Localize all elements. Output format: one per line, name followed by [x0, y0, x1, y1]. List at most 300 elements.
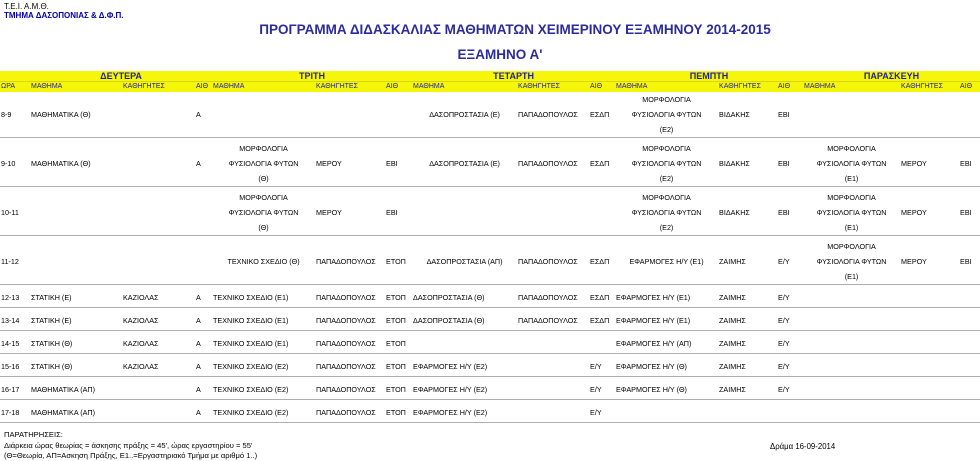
- schedule-row: [0, 123, 980, 138]
- schedule-cell: ΦΥΣΙΟΛΟΓΙΑ ΦΥΤΩΝ: [631, 208, 702, 218]
- schedule-cell: [315, 171, 385, 186]
- schedule-cell: [385, 239, 412, 254]
- schedule-cell: [589, 92, 615, 107]
- schedule-cell: ΕΒΙ: [778, 159, 790, 169]
- schedule-cell: ΕΒΙ: [778, 208, 790, 218]
- schedule-cell: [777, 220, 803, 235]
- schedule-cell: Α: [196, 361, 201, 371]
- department-label: ΤΜΗΜΑ ΔΑΣΟΠΟΝΙΑΣ & Δ.Φ.Π.: [4, 11, 124, 20]
- schedule-cell: ΕΒΙ: [960, 257, 972, 267]
- schedule-cell: ΜΑΘΗΜΑΤΙΚΑ (ΑΠ): [31, 407, 96, 417]
- schedule-row: [0, 254, 980, 269]
- schedule-row: [0, 239, 980, 254]
- schedule-cell: ΤΕΧΝΙΚΟ ΣΧΕΔΙΟ (Θ): [227, 257, 300, 267]
- schedule-cell: ΕΒΙ: [960, 208, 972, 218]
- schedule-cell: [195, 190, 212, 205]
- schedule-row: [0, 190, 980, 205]
- schedule-row: [0, 141, 980, 156]
- schedule-cell: [803, 123, 900, 138]
- day-header: ΠΕΜΠΤΗ: [615, 71, 803, 82]
- schedule-cell: [412, 141, 517, 156]
- schedule-cell: Α: [196, 315, 201, 325]
- schedule-cell: [385, 220, 412, 235]
- schedule-cell: ΤΕΧΝΙΚΟ ΣΧΕΔΙΟ (Ε1): [213, 292, 289, 302]
- schedule-cell: ΠΑΠΑΔΟΠΟΥΛΟΣ: [316, 315, 376, 325]
- schedule-cell: [777, 171, 803, 186]
- hour-cell: 17-18: [1, 407, 20, 417]
- schedule-cell: ΕΤΟΠ: [386, 384, 406, 394]
- schedule-cell: [959, 220, 980, 235]
- schedule-row: [0, 171, 980, 186]
- schedule-cell: Α: [196, 292, 201, 302]
- schedule-cell: [803, 311, 900, 331]
- schedule-cell: [589, 239, 615, 254]
- schedule-cell: ΕΦΑΡΜΟΓΕΣ Η/Υ (Ε2): [413, 407, 488, 417]
- schedule-cell: Ε/Υ: [778, 257, 790, 267]
- hour-cell: 16-17: [1, 384, 20, 394]
- schedule-cell: [900, 190, 959, 205]
- schedule-cell: ΜΕΡΟΥ: [901, 257, 927, 267]
- schedule-cell: (Θ): [258, 174, 269, 184]
- schedule-cell: ΜΟΡΦΟΛΟΓΙΑ: [827, 241, 876, 251]
- schedule-cell: Ε/Υ: [778, 292, 790, 302]
- schedule-cell: [195, 141, 212, 156]
- schedule-cell: [195, 254, 212, 269]
- schedule-cell: ΜΟΡΦΟΛΟΓΙΑ: [827, 192, 876, 202]
- schedule-cell: ΠΑΠΑΔΟΠΟΥΛΟΣ: [316, 257, 376, 267]
- schedule-cell: [122, 254, 195, 269]
- schedule-cell: [122, 239, 195, 254]
- schedule-row: [0, 403, 980, 423]
- schedule-cell: [122, 92, 195, 107]
- schedule-cell: ΠΑΠΑΔΟΠΟΥΛΟΣ: [316, 292, 376, 302]
- schedule-cell: [959, 239, 980, 254]
- schedule-cell: [589, 190, 615, 205]
- schedule-row: [0, 269, 980, 284]
- schedule-cell: [900, 334, 959, 354]
- schedule-cell: ΦΥΣΙΟΛΟΓΙΑ ΦΥΤΩΝ: [816, 208, 887, 218]
- schedule-cell: [517, 269, 589, 284]
- day-header: ΠΑΡΑΣΚΕΥΗ: [803, 71, 980, 82]
- schedule-cell: ΕΒΙ: [778, 110, 790, 120]
- col-course: ΜΑΘΗΜΑ: [30, 82, 122, 93]
- schedule-cell: Α: [196, 338, 201, 348]
- schedule-cell: ΚΑΖΙΟΛΑΣ: [123, 338, 159, 348]
- separator-line: [0, 423, 980, 426]
- schedule-cell: [122, 141, 195, 156]
- schedule-row: [0, 311, 980, 331]
- schedule-cell: [30, 141, 122, 156]
- schedule-cell: ΤΕΧΝΙΚΟ ΣΧΕΔΙΟ (Ε1): [213, 338, 289, 348]
- schedule-cell: ΤΕΧΝΙΚΟ ΣΧΕΔΙΟ (Ε2): [213, 384, 289, 394]
- schedule-cell: [315, 141, 385, 156]
- schedule-cell: [589, 171, 615, 186]
- col-teachers: ΚΑΘΗΓΗΤΕΣ: [122, 82, 195, 93]
- schedule-cell: [385, 107, 412, 122]
- schedule-cell: ΒΙΔΑΚΗΣ: [719, 159, 750, 169]
- schedule-cell: ΠΑΠΑΔΟΠΟΥΛΟΣ: [518, 257, 578, 267]
- schedule-cell: ΕΣΔΠ: [590, 159, 610, 169]
- schedule-row: [0, 107, 980, 122]
- schedule-cell: [122, 156, 195, 171]
- schedule-cell: [615, 269, 718, 284]
- hour-cell: 14-15: [1, 338, 20, 348]
- schedule-cell: [412, 171, 517, 186]
- schedule-cell: [122, 380, 195, 400]
- schedule-cell: [959, 380, 980, 400]
- schedule-cell: [412, 205, 517, 220]
- schedule-cell: [412, 92, 517, 107]
- schedule-cell: [122, 190, 195, 205]
- col-teachers: ΚΑΘΗΓΗΤΕΣ: [315, 82, 385, 93]
- schedule-cell: [900, 220, 959, 235]
- schedule-cell: [315, 107, 385, 122]
- schedule-cell: [777, 403, 803, 423]
- schedule-row: [0, 288, 980, 308]
- schedule-cell: ΕΦΑΡΜΟΓΕΣ Η/Υ (Θ): [616, 384, 687, 394]
- schedule-cell: ΕΣΔΠ: [590, 292, 610, 302]
- schedule-table: [0, 71, 980, 426]
- day-header-blank: [0, 71, 30, 82]
- schedule-cell: ΜΑΘΗΜΑΤΙΚΑ (Θ): [31, 110, 91, 120]
- schedule-cell: Ε/Υ: [778, 315, 790, 325]
- schedule-cell: ΜΕΡΟΥ: [901, 159, 927, 169]
- schedule-cell: [30, 92, 122, 107]
- schedule-cell: ΕΒΙ: [386, 208, 398, 218]
- schedule-cell: ΜΟΡΦΟΛΟΓΙΑ: [642, 144, 691, 154]
- schedule-cell: ΕΤΟΠ: [386, 257, 406, 267]
- schedule-cell: ΖΑΙΜΗΣ: [719, 338, 746, 348]
- schedule-cell: ΕΦΑΡΜΟΓΕΣ Η/Υ (Ε1): [616, 315, 691, 325]
- schedule-cell: ΦΥΣΙΟΛΟΓΙΑ ΦΥΤΩΝ: [816, 257, 887, 267]
- schedule-cell: [803, 357, 900, 377]
- schedule-cell: [777, 190, 803, 205]
- col-room: ΑΙΘ: [959, 82, 980, 93]
- schedule-cell: ΜΑΘΗΜΑΤΙΚΑ (Θ): [31, 159, 91, 169]
- schedule-cell: Α: [196, 407, 201, 417]
- schedule-cell: (Ε1): [844, 272, 859, 282]
- schedule-cell: [900, 239, 959, 254]
- schedule-cell: Ε/Υ: [778, 338, 790, 348]
- schedule-cell: [30, 123, 122, 138]
- schedule-cell: ΔΑΣΟΠΡΟΣΤΑΣΙΑ (Ε): [429, 110, 500, 120]
- schedule-cell: [195, 239, 212, 254]
- col-hour: ΩΡΑ: [0, 82, 30, 93]
- schedule-cell: ΔΑΣΟΠΡΟΣΤΑΣΙΑ (ΑΠ): [426, 257, 503, 267]
- schedule-cell: [315, 92, 385, 107]
- document-date: Δράμα 16-09-2014: [770, 442, 836, 451]
- schedule-cell: [412, 239, 517, 254]
- schedule-cell: Ε/Υ: [590, 384, 602, 394]
- schedule-cell: [718, 171, 777, 186]
- schedule-cell: ΕΤΟΠ: [386, 292, 406, 302]
- schedule-cell: ΦΥΣΙΟΛΟΓΙΑ ΦΥΤΩΝ: [631, 110, 702, 120]
- schedule-cell: [315, 269, 385, 284]
- schedule-cell: ΠΑΠΑΔΟΠΟΥΛΟΣ: [518, 292, 578, 302]
- schedule-cell: [517, 220, 589, 235]
- schedule-cell: [122, 269, 195, 284]
- schedule-cell: [959, 269, 980, 284]
- schedule-cell: [589, 205, 615, 220]
- schedule-cell: ΦΥΣΙΟΛΟΓΙΑ ΦΥΤΩΝ: [228, 159, 299, 169]
- hour-cell: 8-9: [1, 110, 12, 120]
- day-header: ΤΡΙΤΗ: [212, 71, 412, 82]
- schedule-cell: [517, 123, 589, 138]
- schedule-row: [0, 205, 980, 220]
- schedule-cell: [589, 334, 615, 354]
- notes-line-2: (Θ=Θεωρία, ΑΠ=Ασκηση Πράξης, Ε1..=Εργαστηριακό Τμήμα με αριθμό 1..): [4, 451, 258, 460]
- schedule-cell: ΕΦΑΡΜΟΓΕΣ Η/Υ (Θ): [616, 361, 687, 371]
- schedule-cell: ΕΤΟΠ: [386, 338, 406, 348]
- schedule-cell: ΠΑΠΑΔΟΠΟΥΛΟΣ: [316, 384, 376, 394]
- col-course: ΜΑΘΗΜΑ: [615, 82, 718, 93]
- schedule-cell: [212, 239, 315, 254]
- schedule-cell: ΖΑΙΜΗΣ: [719, 292, 746, 302]
- schedule-cell: [718, 123, 777, 138]
- schedule-cell: [900, 171, 959, 186]
- schedule-cell: [315, 190, 385, 205]
- schedule-cell: [900, 141, 959, 156]
- schedule-cell: [589, 220, 615, 235]
- schedule-cell: ΖΑΙΜΗΣ: [719, 315, 746, 325]
- schedule-cell: [718, 239, 777, 254]
- schedule-cell: [517, 171, 589, 186]
- schedule-cell: [900, 288, 959, 308]
- schedule-cell: ΖΑΙΜΗΣ: [719, 257, 746, 267]
- column-header-row: [0, 82, 980, 93]
- schedule-cell: [589, 141, 615, 156]
- schedule-cell: [212, 107, 315, 122]
- schedule-cell: ΔΑΣΟΠΡΟΣΤΑΣΙΑ (Ε): [429, 159, 500, 169]
- schedule-cell: ΤΕΧΝΙΚΟ ΣΧΕΔΙΟ (Ε2): [213, 407, 289, 417]
- schedule-cell: [30, 205, 122, 220]
- schedule-cell: [195, 123, 212, 138]
- schedule-cell: [385, 92, 412, 107]
- schedule-cell: [959, 107, 980, 122]
- schedule-row: [0, 220, 980, 235]
- schedule-cell: [900, 269, 959, 284]
- schedule-cell: [195, 269, 212, 284]
- schedule-cell: [517, 190, 589, 205]
- schedule-cell: [385, 190, 412, 205]
- schedule-cell: [30, 269, 122, 284]
- schedule-cell: [959, 334, 980, 354]
- schedule-cell: [959, 288, 980, 308]
- schedule-cell: [122, 403, 195, 423]
- schedule-cell: [122, 107, 195, 122]
- schedule-cell: [777, 92, 803, 107]
- schedule-cell: [517, 357, 589, 377]
- col-teachers: ΚΑΘΗΓΗΤΕΣ: [517, 82, 589, 93]
- schedule-cell: [803, 380, 900, 400]
- schedule-cell: (Ε2): [659, 174, 674, 184]
- schedule-cell: [412, 190, 517, 205]
- schedule-cell: [777, 269, 803, 284]
- schedule-cell: ΕΒΙ: [386, 159, 398, 169]
- schedule-cell: ΚΑΖΙΟΛΑΣ: [123, 315, 159, 325]
- schedule-cell: [959, 190, 980, 205]
- day-header-row: [0, 71, 980, 82]
- schedule-cell: [195, 220, 212, 235]
- schedule-cell: [517, 239, 589, 254]
- schedule-cell: [412, 269, 517, 284]
- schedule-cell: [777, 239, 803, 254]
- schedule-cell: [803, 107, 900, 122]
- schedule-cell: [589, 269, 615, 284]
- schedule-cell: [959, 92, 980, 107]
- schedule-cell: ΚΑΖΙΟΛΑΣ: [123, 292, 159, 302]
- schedule-cell: [718, 220, 777, 235]
- schedule-cell: ΜΟΡΦΟΛΟΓΙΑ: [239, 144, 288, 154]
- col-room: ΑΙΘ: [385, 82, 412, 93]
- schedule-cell: [122, 123, 195, 138]
- schedule-cell: (Ε2): [659, 223, 674, 233]
- schedule-cell: ΔΑΣΟΠΡΟΣΤΑΣΙΑ (Θ): [413, 292, 485, 302]
- schedule-cell: ΠΑΠΑΔΟΠΟΥΛΟΣ: [316, 407, 376, 417]
- schedule-cell: ΠΑΠΑΔΟΠΟΥΛΟΣ: [316, 338, 376, 348]
- schedule-row: [0, 156, 980, 171]
- hour-cell: 11-12: [1, 256, 19, 266]
- schedule-cell: ΜΟΡΦΟΛΟΓΙΑ: [642, 95, 691, 105]
- schedule-cell: Ε/Υ: [590, 407, 602, 417]
- schedule-cell: [803, 92, 900, 107]
- notes-line-1: Διάρκεια ώρας θεωρίας = άσκησης πράξης = 45', ώρας εργαστηρίου = 55': [4, 441, 253, 450]
- schedule-cell: [315, 239, 385, 254]
- schedule-cell: [803, 288, 900, 308]
- schedule-cell: Α: [196, 384, 201, 394]
- schedule-cell: [959, 123, 980, 138]
- schedule-cell: [900, 123, 959, 138]
- schedule-cell: [589, 123, 615, 138]
- schedule-cell: (Ε2): [659, 125, 674, 135]
- schedule-cell: (Ε1): [844, 223, 859, 233]
- schedule-cell: [412, 123, 517, 138]
- schedule-cell: [959, 141, 980, 156]
- schedule-cell: [315, 123, 385, 138]
- schedule-cell: [900, 380, 959, 400]
- schedule-cell: (Θ): [258, 223, 269, 233]
- schedule-cell: [718, 141, 777, 156]
- schedule-cell: [385, 171, 412, 186]
- col-teachers: ΚΑΘΗΓΗΤΕΣ: [718, 82, 777, 93]
- schedule-cell: [959, 357, 980, 377]
- schedule-cell: [959, 171, 980, 186]
- schedule-cell: [30, 190, 122, 205]
- schedule-cell: ΠΑΠΑΔΟΠΟΥΛΟΣ: [518, 110, 578, 120]
- schedule-cell: ΜΑΘΗΜΑΤΙΚΑ (ΑΠ): [31, 384, 96, 394]
- schedule-cell: [517, 403, 589, 423]
- schedule-cell: [777, 141, 803, 156]
- schedule-cell: ΚΑΖΙΟΛΑΣ: [123, 361, 159, 371]
- schedule-cell: ΒΙΔΑΚΗΣ: [719, 110, 750, 120]
- schedule-cell: ΜΟΡΦΟΛΟΓΙΑ: [642, 192, 691, 202]
- hour-cell: 10-11: [1, 207, 19, 217]
- schedule-cell: [803, 403, 900, 423]
- schedule-cell: Α: [196, 110, 201, 120]
- schedule-cell: [718, 92, 777, 107]
- institution-label: Τ.Ε.Ι. Α.Μ.Θ.: [4, 2, 49, 11]
- schedule-cell: ΕΤΟΠ: [386, 315, 406, 325]
- schedule-cell: [30, 239, 122, 254]
- schedule-cell: [30, 220, 122, 235]
- schedule-cell: [718, 269, 777, 284]
- schedule-cell: Ε/Υ: [778, 384, 790, 394]
- schedule-cell: ΜΟΡΦΟΛΟΓΙΑ: [239, 192, 288, 202]
- hour-cell: 13-14: [1, 315, 20, 325]
- schedule-cell: [212, 92, 315, 107]
- schedule-cell: [385, 141, 412, 156]
- schedule-cell: [412, 220, 517, 235]
- row-separator: [0, 423, 980, 426]
- schedule-cell: ΕΦΑΡΜΟΓΕΣ Η/Υ (Ε1): [616, 292, 691, 302]
- schedule-cell: ΣΤΑΤΙΚΗ (Ε): [31, 292, 72, 302]
- notes-heading: ΠΑΡΑΤΗΡΗΣΕΙΣ:: [4, 430, 63, 439]
- semester-title: ΕΞΑΜΗΝΟ Α': [457, 47, 543, 62]
- hour-cell: 15-16: [1, 361, 20, 371]
- schedule-cell: ΕΦΑΡΜΟΓΕΣ Η/Υ (ΑΠ): [616, 338, 692, 348]
- schedule-cell: [195, 205, 212, 220]
- schedule-cell: ΤΕΧΝΙΚΟ ΣΧΕΔΙΟ (Ε1): [213, 315, 289, 325]
- schedule-cell: [385, 269, 412, 284]
- schedule-cell: (Ε1): [844, 174, 859, 184]
- schedule-cell: [517, 334, 589, 354]
- schedule-cell: [30, 254, 122, 269]
- schedule-cell: ΕΤΟΠ: [386, 407, 406, 417]
- schedule-cell: ΕΦΑΡΜΟΓΕΣ Η/Υ (Ε2): [413, 384, 488, 394]
- hour-cell: 12-13: [1, 292, 20, 302]
- hour-cell: 9-10: [1, 159, 16, 169]
- schedule-cell: [900, 403, 959, 423]
- schedule-cell: [900, 107, 959, 122]
- schedule-cell: [212, 269, 315, 284]
- schedule-row: [0, 380, 980, 400]
- schedule-cell: ΒΙΔΑΚΗΣ: [719, 208, 750, 218]
- schedule-cell: ΣΤΑΤΙΚΗ (Θ): [31, 361, 73, 371]
- day-header: ΔΕΥΤΕΡΑ: [30, 71, 212, 82]
- schedule-cell: Ε/Υ: [590, 361, 602, 371]
- schedule-cell: [195, 171, 212, 186]
- schedule-row: [0, 92, 980, 107]
- col-course: ΜΑΘΗΜΑ: [803, 82, 900, 93]
- schedule-cell: ΕΣΔΠ: [590, 110, 610, 120]
- col-course: ΜΑΘΗΜΑ: [412, 82, 517, 93]
- schedule-cell: ΜΟΡΦΟΛΟΓΙΑ: [827, 144, 876, 154]
- schedule-cell: [615, 403, 718, 423]
- schedule-cell: [385, 123, 412, 138]
- schedule-cell: Ε/Υ: [778, 361, 790, 371]
- schedule-cell: [122, 220, 195, 235]
- schedule-cell: ΠΑΠΑΔΟΠΟΥΛΟΣ: [316, 361, 376, 371]
- schedule-cell: [615, 239, 718, 254]
- schedule-cell: ΖΑΙΜΗΣ: [719, 384, 746, 394]
- schedule-cell: [315, 220, 385, 235]
- schedule-cell: ΖΑΙΜΗΣ: [719, 361, 746, 371]
- col-teachers: ΚΑΘΗΓΗΤΕΣ: [900, 82, 959, 93]
- schedule-cell: ΜΕΡΟΥ: [901, 208, 927, 218]
- schedule-cell: [517, 141, 589, 156]
- schedule-cell: [900, 92, 959, 107]
- schedule-cell: [803, 334, 900, 354]
- schedule-cell: ΕΤΟΠ: [386, 361, 406, 371]
- schedule-cell: [900, 357, 959, 377]
- col-room: ΑΙΘ: [777, 82, 803, 93]
- schedule-row: [0, 357, 980, 377]
- schedule-row: [0, 334, 980, 354]
- col-room: ΑΙΘ: [195, 82, 212, 93]
- schedule-cell: ΕΒΙ: [960, 159, 972, 169]
- page-title: ΠΡΟΓΡΑΜΜΑ ΔΙΔΑΣΚΑΛΙΑΣ ΜΑΘΗΜΑΤΩΝ ΧΕΙΜΕΡΙΝΟΥ ΕΞΑΜΗΝΟΥ 2014-2015: [259, 22, 771, 37]
- schedule-cell: ΦΥΣΙΟΛΟΓΙΑ ΦΥΤΩΝ: [228, 208, 299, 218]
